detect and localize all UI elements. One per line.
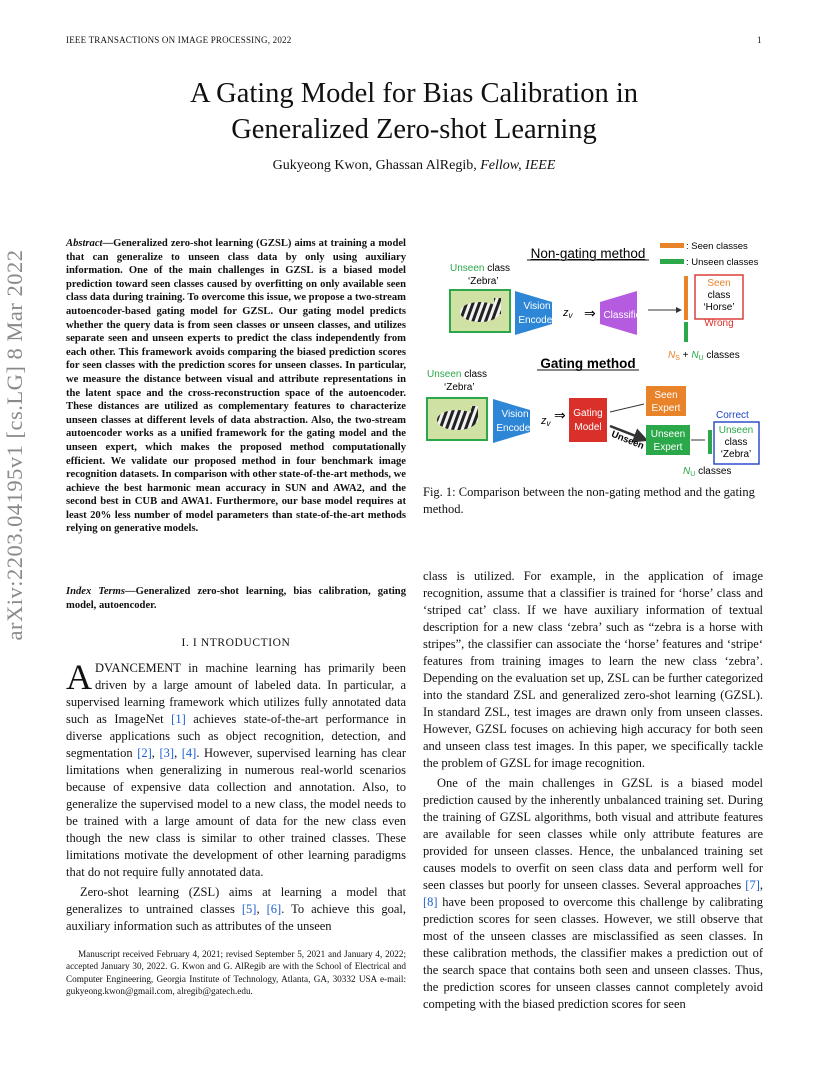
citation-link[interactable]: [8] xyxy=(423,895,438,909)
right-paragraph-1: class is utilized. For example, in the application of image recognition, assume that a classifier is trained for ‘horse’ class and ‘striped cat’ class. If we have auxiliary information of textual description for a new class ‘zebra’ such as “zebra is a horse with stripes”, the classifier can associate the ‘horse’ features and ‘stripe‘ features from training images to learn the new class ‘zebra’. Depending on the evaluation set up, ZSL can be further categorized into the standard ZSL and generalized zero-shot learning (GZSL). In standard ZSL, test images are drawn only from unseen classes. However, GZSL focuses on achieving high accuracy for both seen and unseen class test images. In this paper, we specifically tackle the problem of GZSL for image recognition. xyxy=(423,569,763,770)
right-paragraph-2: One of the main challenges in GZSL is a biased model prediction caused by the inherently unbalanced training set. During the training of GZSL algorithms, both visual and attribute features are available for seen classes while only attribute features are provided for unseen classes. Hence, the unbalanced training set causes models to overfit on seen class data and perform well for seen classes but poorly for unseen classes. Several approaches [7], [8] have been proposed to overcome this challenge by calibrating prediction scores for seen classes. However, we still observe that most of the unseen classes are misclassified as seen classes. In these calibration methods, the classifier makes a prediction out of the search space that contains both seen and unseen classes. Thus, the prediction scores for unseen classes cannot completely avoid competing with the biased prediction scores for seen xyxy=(423,776,763,1011)
right-column-text xyxy=(423,568,763,1013)
seen-score-bar xyxy=(684,276,688,320)
correct-label: Correct xyxy=(716,410,749,421)
citation-link[interactable]: [6] xyxy=(266,902,282,916)
intro-paragraph-1: ADVANCEMENT in machine learning has primarily been driven by a large amount of labeled data. In particular, a supervised learning framework which utilizes fully annotated data such as ImageNet [1] achieves state-of-the-art performance in diverse applications such as object recognition, detection, and segmentation [2], [3], [4]. However, supervised learning has clear limitations when generalizing in numerous real-world scenarios because of expensive data collection and annotation. Also, to generalize the supervised model to a new class, the model needs to be trained with a large amount of data for the new class even though the new class is similar to other trained classes. These limitations motivate the development of other learning paradigms that do not require fully annotated data. xyxy=(66,657,407,879)
right-text-b: have been proposed to overcome this challenge by calibrating prediction scores for seen classes. However, we still observe that most of the unseen classes are misclassified as seen classes. In these calibration methods, the classifier makes a prediction out of the search space that contains both seen and unseen classes. Thus, the prediction scores for unseen classes cannot completely avoid competing with the biased prediction scores for seen xyxy=(423,895,763,1011)
abstract xyxy=(66,237,406,536)
right-text-a: One of the main challenges in GZSL is a biased model prediction caused by the inherently unbalanced training set. During the training of GZSL algorithms, both visual and attribute features are available for seen classes while only attribute features are provided for unseen classes. Hence, the unbalanced training set causes models to overfit on seen class data and perform well for seen classes but poorly for unseen classes. Several approaches xyxy=(423,776,763,892)
svg-text:Unseen: Unseen xyxy=(650,429,686,440)
svg-text:Seen: Seen xyxy=(654,390,678,401)
svg-text:Unseen: Unseen xyxy=(718,425,754,436)
zv-top: zv xyxy=(563,307,573,320)
nu-label: $N_U$ classes xyxy=(683,466,732,478)
nongating-title: Non-gating method xyxy=(530,246,646,261)
svg-text:Model: Model xyxy=(574,422,602,433)
svg-text:‘Zebra’: ‘Zebra’ xyxy=(720,449,752,460)
citation-link[interactable]: [5] xyxy=(241,902,257,916)
svg-text:Expert: Expert xyxy=(651,403,681,414)
abstract-lead: Abstract xyxy=(66,238,103,249)
unseen-expert-bar xyxy=(708,430,712,454)
unseen-route-label: Unseen xyxy=(609,428,646,452)
svg-text:Encoder: Encoder xyxy=(518,315,556,326)
author-names: Gukyeong Kwon, Ghassan AlRegib, xyxy=(272,158,477,173)
unseen-score-bar xyxy=(684,322,688,342)
legend-seen-swatch xyxy=(660,243,684,248)
zv-bottom: zv xyxy=(541,415,551,428)
running-header: IEEE TRANSACTIONS ON IMAGE PROCESSING, 2022 xyxy=(66,35,292,45)
index-terms-lead: Index Terms xyxy=(66,586,126,597)
citation-link[interactable]: [3] xyxy=(159,746,175,760)
intro-text-e: . To achieve this goal, auxiliary information such as attributes of the unseen xyxy=(66,902,406,933)
figure-1 xyxy=(420,234,765,478)
svg-text:‘Horse’: ‘Horse’ xyxy=(703,302,735,313)
citation-link[interactable]: [1] xyxy=(171,712,186,726)
svg-text:Encoder: Encoder xyxy=(496,423,534,434)
svg-text:Vision: Vision xyxy=(523,301,551,312)
citation-link[interactable]: [4] xyxy=(181,746,197,760)
index-terms xyxy=(66,585,406,612)
svg-text:Expert: Expert xyxy=(653,442,683,453)
index-terms-text: —Generalized zero-shot learning, bias calibration, gating model, autoencoder. xyxy=(66,586,406,611)
title-line-1: A Gating Model for Bias Calibration in xyxy=(189,78,639,109)
intro-text-b: achieves state-of-the-art performance in diverse applications such as object recognition, detection, and segmentation xyxy=(66,712,406,760)
bottom-input-label: Unseen class xyxy=(427,369,488,380)
svg-text:class: class xyxy=(724,437,748,448)
title-line-2: Generalized Zero-shot Learning xyxy=(231,114,597,145)
intro-text-c: . However, supervised learning has clear limitations when generalizing in numerous real-world scenarios because of expensive data collection and annotation. Also, to generalize the supervised model to a new class, the model needs to be trained with a large amount of data for the new class even though the new class is similar to other trained classes. These limitations motivate the development of other learning paradigms that do not require fully annotated data. xyxy=(66,746,407,879)
svg-text:Gating: Gating xyxy=(573,408,603,419)
gating-title: Gating method xyxy=(540,356,636,371)
legend-unseen-swatch xyxy=(660,259,684,264)
arxiv-stamp: arXiv:2203.04195v1 [cs.LG] 8 Mar 2022 xyxy=(2,249,27,641)
section-heading: I. I NTRODUCTION xyxy=(181,637,291,649)
ns-nu-label: $N_S + N_U$ classes xyxy=(668,350,740,362)
abstract-text: —Generalized zero-shot learning (GZSL) aims at training a model that can generalize to unseen class data by only using auxiliary information. One of the main challenges in GZSL is a biased model prediction toward seen classes caused by overfitting on only available seen class data during training. To overcome this issue, we propose a two-stream autoencoder-based gating model for GZSL. Our gating model predicts whether the query data is from seen classes or unseen classes, and utilizes separate seen and unseen experts to predict the class independently from each other. This framework avoids comparing the biased prediction scores for seen classes with the prediction scores for unseen classes. In particular, we measure the distance between visual and attribute representations in the latent space and the cross-reconstruction space of the autoencoder. These distances are utilized as complementary features to characterize unseen classes at different levels of data abstraction. Also, the two-stream autoencoder works as a unified framework for the gating model and the unseen expert, which makes the proposed method computationally efficient. We validate our proposed method in four benchmark image recognition datasets. In comparison with other state-of-the-art methods, we achieve the best harmonic mean accuracy in SUN and AWA2, and the second best in CUB and AWA1. Furthermore, our base model requires at least 20% less number of model parameters than state-of-the-art methods relying on generative models. xyxy=(66,238,406,535)
author-fellow: Fellow, IEEE xyxy=(480,158,556,173)
svg-text:Seen: Seen xyxy=(707,278,731,289)
arrow-top: ⇒ xyxy=(584,305,596,321)
legend-seen-label: : Seen classes xyxy=(686,241,748,252)
drop-cap: A xyxy=(66,657,92,697)
figure-caption: Fig. 1: Comparison between the non-gating method and the gating method. xyxy=(423,485,755,516)
bottom-input-zebra: ‘Zebra’ xyxy=(444,382,475,393)
citation-link[interactable]: [7] xyxy=(745,878,760,892)
intro-paragraph-2: Zero-shot learning (ZSL) aims at learning a model that generalizes to untrained classes [5], [6]. To achieve this goal, auxiliary information such as attributes of the unseen xyxy=(66,885,406,933)
paper-title xyxy=(0,76,828,148)
top-input-label: Unseen class xyxy=(450,263,511,274)
arrow-bottom: ⇒ xyxy=(554,407,566,423)
svg-text:Classifier: Classifier xyxy=(603,310,645,321)
footnote: Manuscript received February 4, 2021; revised September 5, 2021 and January 4, 2022; accepted January 30, 2022. G. Kwon and G. AlRegib are with the School of Electrical and Computer Engineering, Georgia Institute of Technology, Atlanta, GA, 30332 USA e-mail: gukyeong.kwon@gmail.com, alregib@gatech.edu. xyxy=(66,949,406,997)
vision-encoder-top xyxy=(515,291,552,335)
intro-text-a: DVANCEMENT in machine learning has primarily been driven by a large amount of labeled data. In particular, a supervised learning framework which utilizes fully annotated data such as ImageNet xyxy=(66,661,406,726)
top-input-zebra: ‘Zebra’ xyxy=(468,276,499,287)
introduction xyxy=(66,657,407,948)
page-number: 1 xyxy=(757,35,762,45)
intro-text-d: Zero-shot learning (ZSL) aims at learning a model that generalizes to untrained classes xyxy=(66,885,406,916)
legend-unseen-label: : Unseen classes xyxy=(686,257,759,268)
authors xyxy=(0,158,828,174)
gating-model-box xyxy=(569,398,607,442)
wrong-label: Wrong xyxy=(704,318,734,329)
svg-text:Vision: Vision xyxy=(501,409,529,420)
citation-link[interactable]: [2] xyxy=(137,746,152,760)
vision-encoder-bottom xyxy=(493,399,530,443)
svg-text:class: class xyxy=(707,290,731,301)
